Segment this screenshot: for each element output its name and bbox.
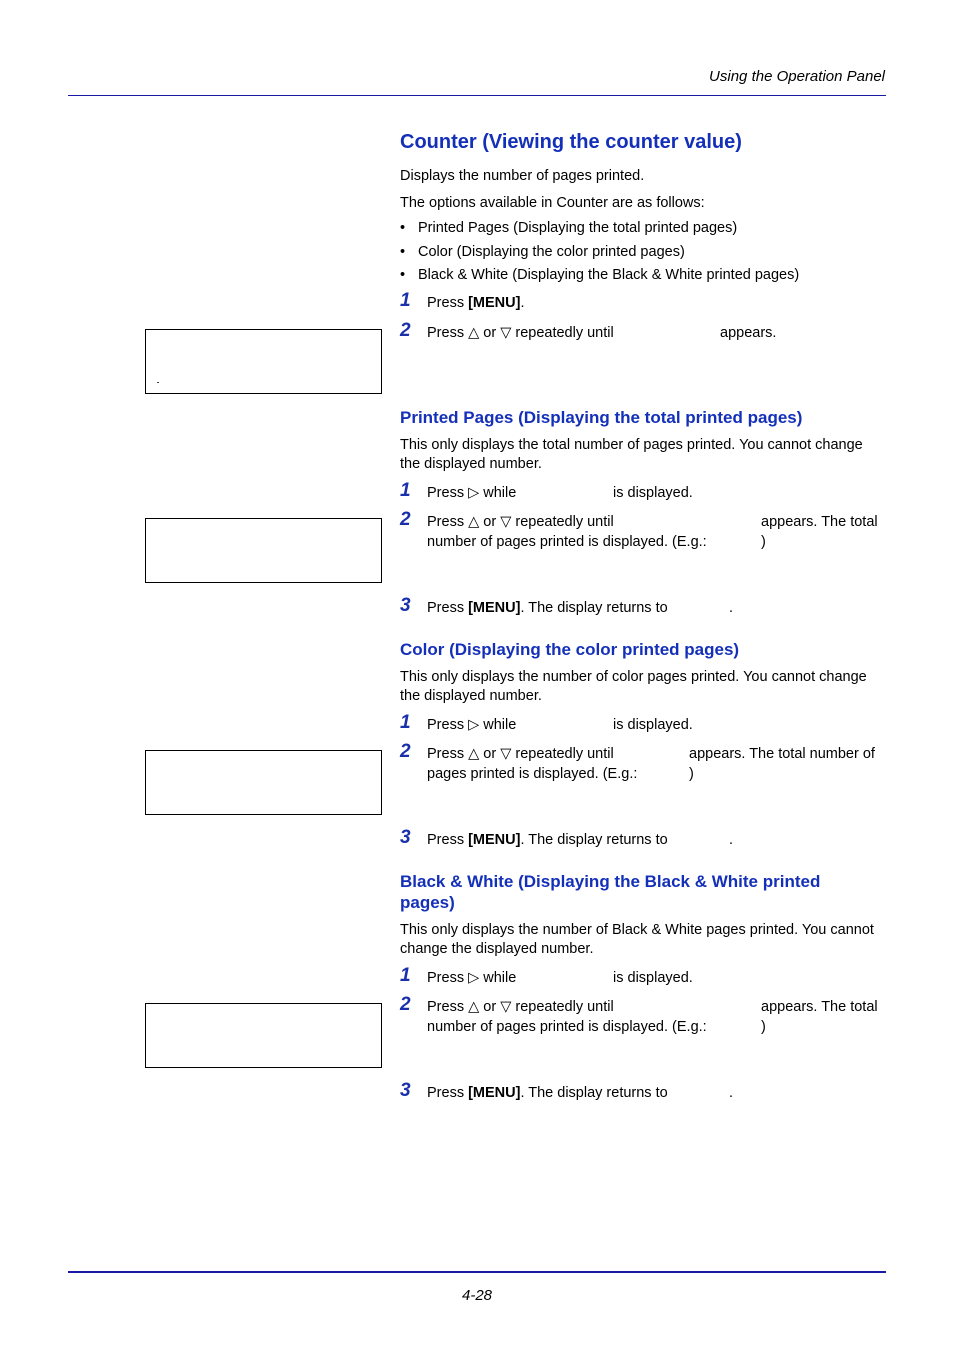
step-text-tail: .	[729, 600, 734, 616]
step-text-tail: is displayed.	[613, 970, 693, 986]
description: This only displays the total number of pages printed. You cannot change	[400, 437, 863, 453]
step-text: Press [MENU]. The display returns to	[427, 1085, 668, 1101]
step-text-tail: appears. The total number of	[689, 746, 875, 762]
header-rule	[68, 95, 886, 96]
step-number: 3	[400, 827, 411, 848]
bullet-marker: •	[400, 220, 406, 236]
bullet-marker: •	[400, 244, 406, 260]
lcd-cursor-mark	[157, 382, 159, 383]
step-number: 2	[400, 994, 411, 1015]
step-text-tail: .	[729, 1085, 734, 1101]
step-text-tail: appears.	[720, 325, 777, 341]
step-text: number of pages printed is displayed. (E.g.:	[427, 534, 707, 550]
step-text: number of pages printed is displayed. (E.g.:	[427, 1019, 707, 1035]
step-number: 1	[400, 965, 411, 986]
step-text: pages printed is displayed. (E.g.:	[427, 766, 638, 782]
bullet-item: Black & White (Displaying the Black & White printed pages)	[418, 267, 800, 283]
step-text-tail: )	[761, 1019, 766, 1035]
step-text-tail: is displayed.	[613, 485, 693, 501]
step-number: 3	[400, 595, 411, 616]
lcd-display	[145, 518, 382, 583]
step-number: 1	[400, 480, 411, 501]
description: the displayed number.	[400, 456, 542, 472]
step-number: 1	[400, 712, 411, 733]
bullet-item: Printed Pages (Displaying the total printed pages)	[418, 220, 738, 236]
page-number: 4-28	[461, 1287, 493, 1304]
section-title: Counter (Viewing the counter value)	[400, 131, 742, 153]
description: This only displays the number of Black & White pages printed. You cannot	[400, 922, 874, 938]
step-number: 1	[400, 290, 411, 311]
subsection-title: Black & White (Displaying the Black & White printed	[400, 872, 821, 891]
step-number: 3	[400, 1080, 411, 1101]
step-text-tail: appears. The total	[761, 514, 878, 530]
bullet-item: Color (Displaying the color printed pages)	[418, 244, 685, 260]
subsection-title: Color (Displaying the color printed pages)	[400, 640, 740, 659]
step-text-tail: )	[689, 766, 694, 782]
step-text: Press △ or ▽ repeatedly until	[427, 514, 614, 530]
step-text: Press [MENU]. The display returns to	[427, 600, 668, 616]
step-text-tail: is displayed.	[613, 717, 693, 733]
intro-text: Displays the number of pages printed.	[400, 168, 645, 184]
lcd-display	[145, 329, 382, 394]
step-text-tail: .	[729, 832, 734, 848]
step-number: 2	[400, 509, 411, 530]
description: This only displays the number of color pages printed. You cannot change	[400, 669, 867, 685]
lcd-display	[145, 750, 382, 815]
subsection-title: Printed Pages (Displaying the total printed pages)	[400, 408, 803, 427]
description: the displayed number.	[400, 688, 542, 704]
step-text-tail: appears. The total	[761, 999, 878, 1015]
description: change the displayed number.	[400, 941, 594, 957]
bullet-marker: •	[400, 267, 406, 283]
step-text: Press ▷ while	[427, 717, 517, 733]
step-text: Press [MENU].	[427, 295, 525, 311]
step-number: 2	[400, 741, 411, 762]
step-text: Press ▷ while	[427, 485, 517, 501]
subsection-title: pages)	[400, 893, 455, 912]
step-number: 2	[400, 320, 411, 341]
lcd-display	[145, 1003, 382, 1068]
footer-rule	[68, 1271, 886, 1273]
running-header: Using the Operation Panel	[709, 68, 885, 85]
step-text: Press [MENU]. The display returns to	[427, 832, 668, 848]
options-intro: The options available in Counter are as follows:	[400, 195, 705, 211]
step-text: Press △ or ▽ repeatedly until	[427, 746, 614, 762]
step-text: Press △ or ▽ repeatedly until	[427, 325, 614, 341]
step-text-tail: )	[761, 534, 766, 550]
step-text: Press ▷ while	[427, 970, 517, 986]
step-text: Press △ or ▽ repeatedly until	[427, 999, 614, 1015]
